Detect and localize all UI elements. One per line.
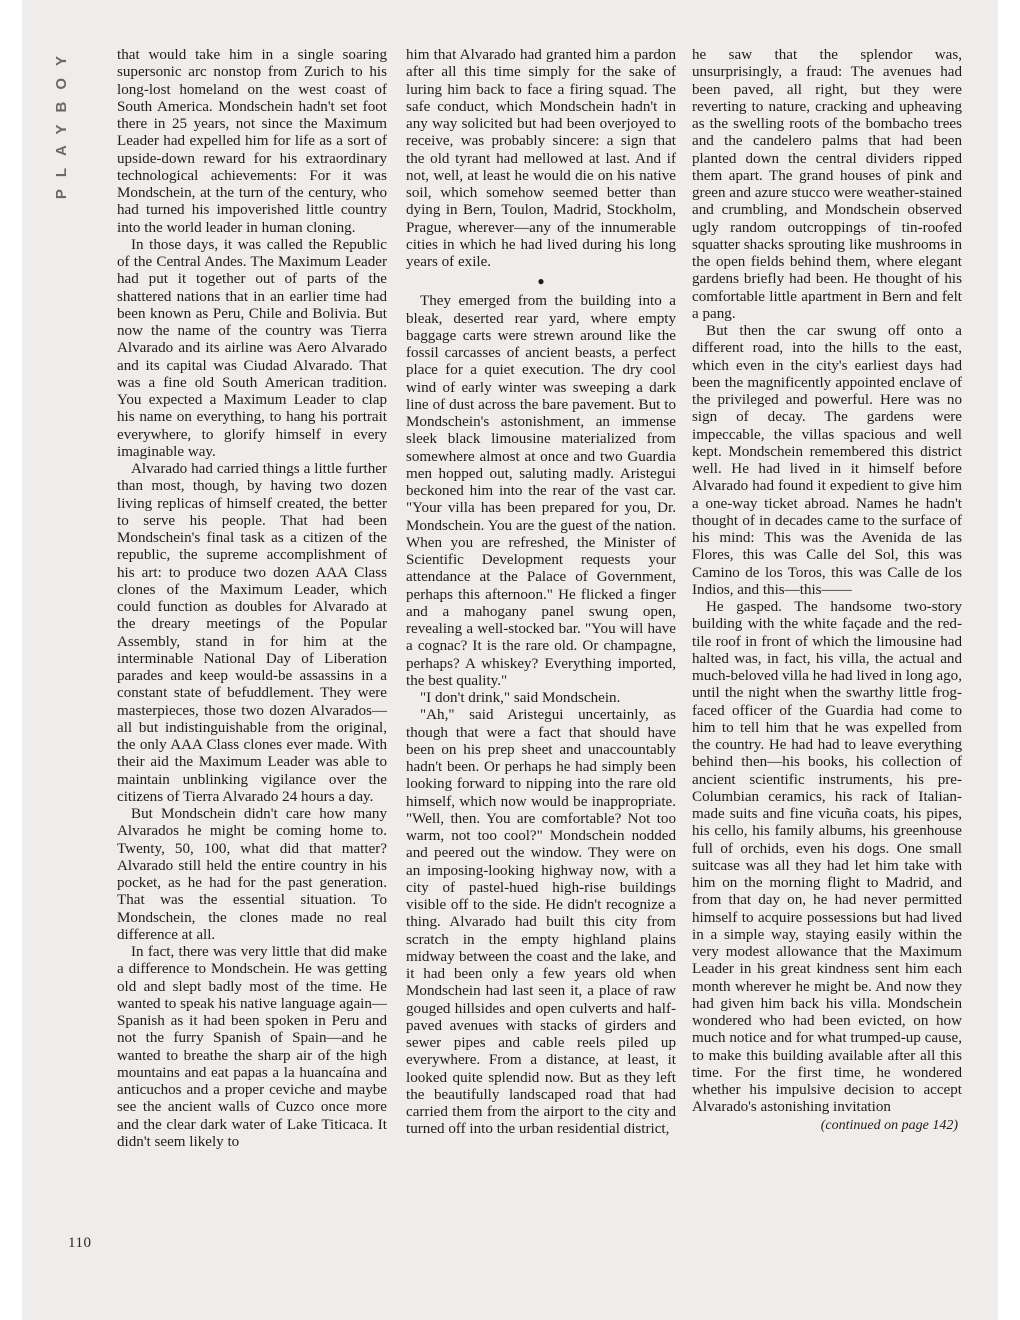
paragraph: But Mondschein didn't care how many Alvarados he might be coming home to. Twenty, 50, 100, what did that matter? Alvarado still held the entire country in his pocket, as he had for the past generation. That was the essential situation. To Mondschein, the clones made no real difference at all. (117, 806, 387, 943)
paragraph: In those days, it was called the Republic of the Central Andes. The Maximum Leader had put it together out of parts of the shattered nations that in an earlier time had been known as Peru, Chile and Bolivia. But now the name of the country was Tierra Alvarado and its airline was Aero Alvarado and its capital was Ciudad Alvarado. That was a fine old South American tradition. You expected a Maximum Leader to clap his name on everything, to hang his portrait everywhere, to glorify himself in every imaginable way. (117, 236, 387, 460)
paragraph: "Ah," said Aristegui uncertainly, as though that were a fact that should have been on his prep sheet and unaccountably hadn't been. Or perhaps he had simply been looking forward to nipping into the rare old himself, which now would be inappropriate. "Well, then. You are comfortable? Not too warm, not too cool?" Mondschein nodded and peered out the window. They were on an imposing-looking highway now, with a city of pastel-hued high-rise buildings visible off to the side. He didn't recognize a thing. Alvarado had built this city from scratch in the empty highland plains midway between the coast and the lake, and it had been only a few years old when Mondschein had last seen it, a place of raw gouged hillsides and open culverts and half-paved avenues with stacks of girders and sewer pipes and cable reels piled up everywhere. From a distance, at least, it looked quite splendid now. But as they left the beautifully landscaped road that had carried them from the airport to the city and turned off into the urban residential district, (406, 707, 676, 1138)
magazine-page (22, 0, 998, 1320)
section-divider: ● (537, 274, 545, 289)
paragraph: In fact, there was very little that did make a difference to Mondschein. He was getting old and slept badly most of the time. He wanted to speak his native language again—Spanish as it had been spoken in Peru and not the furry Spanish of Spain—and he wanted to breathe the sharp air of the high mountains and eat papas a la huancaína and anticuchos and a proper ceviche and maybe see the ancient walls of Cuzco once more and the clear dark water of Lake Titicaca. It didn't seem likely to (117, 944, 387, 1150)
paragraph: Alvarado had carried things a little further than most, though, by having two dozen living replicas of himself created, the better to serve his people. That had been Mondschein's final task as a citizen of the republic, the supreme accomplishment of his art: to produce two dozen AAA Class clones of the Maximum Leader, which could function as doubles for Alvarado at the dreary meetings of the Popular Assembly, stand in for him at the interminable National Day of Liberation parades and keep would-be assassins in a constant state of befuddlement. They were masterpieces, those two dozen Alvarados—all but indistinguishable from the original, the only AAA Class clones ever made. With their aid the Maximum Leader was able to maintain unblinking vigilance over the citizens of Tierra Alvarado 24 hours a day. (117, 461, 387, 805)
paragraph: him that Alvarado had granted him a pardon after all this time simply for the sake of luring him back to face a firing squad. The safe conduct, which Mondschein hadn't in any way solicited but had been overjoyed to receive, was probably sincere: a sign that the old tyrant had mellowed at last. And if not, well, at least he would die on his native soil, which somehow seemed better than dying in Bern, Toulon, Madrid, Stockholm, Prague, wherever—any of the innumerable cities in which he had lived during his long years of exile. (406, 47, 676, 270)
paragraph: But then the car swung off onto a different road, into the hills to the east, which even in the city's earliest days had been the magnificently appointed enclave of the privileged and powerful. Here was no sign of decay. The gardens were impeccable, the villas spacious and well kept. Mondschein remembered this district well. He had lived in it himself before Alvarado had found it expedient to give him a one-way ticket abroad. Names he hadn't thought of in decades came to the surface of his mind: This was the Avenida de las Flores, this was Calle del Sol, this was Camino de los Toros, this was Calle de los Indios, and this—this—— (692, 323, 962, 598)
paragraph: "I don't drink," said Mondschein. (420, 690, 621, 706)
paragraph: They emerged from the building into a bleak, deserted rear yard, where empty baggage carts were strewn around like the fossil carcasses of ancient beasts, a perfect place for a quiet execution. The dry cool wind of early winter was sweeping a dark line of dust across the bare pavement. But to Mondschein's astonishment, an immense sleek black limousine materialized from somewhere almost at once and two Guardia men hopped out, saluting madly. Aristegui beckoned him into the rear of the vast car. "Your villa has been prepared for you, Dr. Mondschein. You are the guest of the nation. When you are refreshed, the Minister of Scientific Development requests your attendance at the Palace of Government, perhaps this afternoon." He flicked a finger and a mahogany panel swung open, revealing a well-stocked bar. "You will have a cognac? It is the rare old. Or champagne, perhaps? A whiskey? Everything imported, the best quality." (406, 293, 676, 689)
paragraph: He gasped. The handsome two-story building with the white façade and the red-tile roof in front of which the limousine had halted was, in fact, his villa, the actual and much-beloved villa he had lived in long ago, until the night when the swarthy little frog-faced officer of the Guardia had come to him to tell him that he was expelled from the country. He had had to leave everything behind then—his books, his collection of ancient scientific instruments, his pre-Columbian ceramics, his rack of Italian-made suits and fine vicuña coats, his pipes, his cello, his family albums, his greenhouse full of orchids, even his dogs. One small suitcase was all they had let him take with him on the morning flight to Madrid, and from that day on, he had never permitted himself to acquire possessions but had lived in a simple way, staying easily within the very modest allowance that the Maximum Leader in his great kindness sent him each month wherever he might be. And now they had given him back his villa. Mondschein wondered who had been evicted, on how much notice and for what trumped-up cause, to make this building available after all this time. For the first time, he wondered whether his impulsive decision to accept Alvarado's astonishing invitation (692, 599, 962, 1116)
text-column-3 (692, 47, 962, 1134)
paragraph: he saw that the splendor was, unsurprisingly, a fraud: The avenues had been paved, all right, but they were reverting to nature, cracking and upheaving as the swelling roots of the bombacho trees and the candelero palms that had been planted down the central dividers ripped them apart. The grand houses of pink and green and azure stucco were weather-stained and crumbling, and Mondschein observed ugly random outcroppings of tin-roofed squatter shacks sprouting like mushrooms in the open fields behind them, where elegant gardens briefly had been. He thought of his comfortable little apartment in Bern and felt a pang. (692, 47, 962, 322)
paragraph: that would take him in a single soaring supersonic arc nonstop from Zurich to his long-lost homeland on the west coast of South America. Mondschein hadn't set foot there in 25 years, not since the Maximum Leader had expelled him for life as a sort of upside-down reward for his extraordinary technological achievements: For it was Mondschein, at the turn of the century, who had turned his impoverished little country into the world leader in human cloning. (117, 47, 387, 236)
page-number: 110 (68, 1235, 92, 1251)
text-column-2 (406, 47, 676, 1139)
text-column-1 (117, 47, 387, 1151)
continued-note: (continued on page 142) (820, 1117, 958, 1133)
magazine-name-vertical: PLAYBOY (53, 44, 70, 200)
